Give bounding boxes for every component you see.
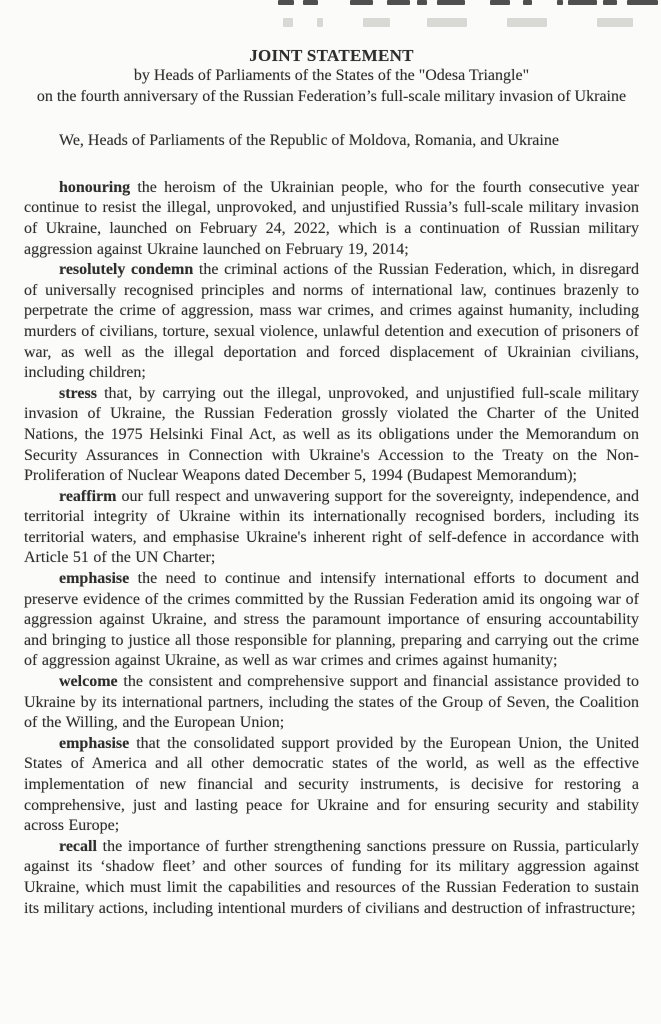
paragraph-lead-word: honouring (59, 178, 131, 196)
salutation-line: We, Heads of Parliaments of the Republic of Moldova, Romania, and Ukraine (59, 132, 559, 150)
paragraph-lead-word: welcome (59, 673, 118, 691)
statement-paragraph: resolutely condemn the criminal actions of the Russian Federation, which, in disregard of universally recognised principles and norms of international law, continues brazenly to perpetrate the crime of aggression, mass war crimes, and crimes against humanity, including murders of civilians, torture, sexual violence, unlawful detention and execution of prisoners of war, as well as the illegal deportation and forced displacement of Ukrainian civilians, including children; (24, 261, 639, 382)
statement-paragraphs (24, 178, 639, 919)
scan-artifact (568, 0, 597, 5)
scan-artifact (490, 0, 510, 5)
scan-artifact (417, 0, 427, 5)
scan-artifact (627, 0, 658, 5)
scan-artifact (427, 18, 467, 27)
document-subtitle-line-2: on the fourth anniversary of the Russian Federation’s full-scale military invasion of Ukraine (36, 87, 627, 105)
paragraph-lead-word: recall (59, 837, 97, 855)
paragraph-lead-word: emphasise (59, 570, 130, 588)
paragraph-lead-word: emphasise (59, 734, 130, 752)
document-subtitle-line-1: by Heads of Parliaments of the States of the "Odesa Triangle" (133, 67, 530, 84)
scan-artifact (363, 18, 390, 27)
paragraph-lead-word: stress (59, 384, 97, 402)
scan-artifact (523, 0, 532, 5)
scan-artifact (597, 18, 633, 27)
scan-artifact (507, 18, 547, 27)
scan-artifact (278, 0, 294, 5)
statement-paragraph: stress that, by carrying out the illegal, unprovoked, and unjustified full-scale military invasion of Ukraine, the Russian Federation grossly violated the Charter of the United Nations, the 1975 Helsinki Final Act, as well as its obligations under the Memorandum on Security Assurances in Connection with Ukraine's Accession to the Treaty on the Non-Proliferation of Nuclear Weapons dated December 5, 1994 (Budapest Memorandum); (24, 384, 639, 485)
statement-paragraph: reaffirm our full respect and unwavering support for the sovereignty, independence, and territorial integrity of Ukraine within its internationally recognised borders, including its territorial waters, and emphasise Ukraine's inherent right of self-defence in accordance with Article 51 of the UN Charter; (24, 487, 639, 567)
statement-paragraph: recall the importance of further strengthening sanctions pressure on Russia, particularly against its ‘shadow fleet’ and other sources of funding for its military aggression against Ukraine, which must limit the capabilities and resources of the Russian Federation to sustain its military actions, including intentional murders of civilians and destruction of infrastructure; (24, 837, 639, 917)
document-title: JOINT STATEMENT (249, 46, 414, 65)
scan-artifact (350, 0, 373, 5)
statement-paragraph: emphasise that the consolidated support provided by the European Union, the United States of America and all other democratic states of the world, as well as the effective implementation of new financial and security instruments, is decisive for restoring a comprehensive, just and lasting peace for Ukraine and for ensuring security and stability across Europe; (24, 734, 639, 835)
statement-paragraph: emphasise the need to continue and intensify international efforts to document and preserve evidence of the crimes committed by the Russian Federation amid its ongoing war of aggression against Ukraine, and stress the paramount importance of ensuring accountability and bringing to justice all those responsible for planning, preparing and carrying out the crime of aggression against Ukraine, as well as war crimes and crimes against humanity; (24, 570, 639, 670)
scan-artifact (437, 0, 465, 5)
scan-artifact (317, 18, 323, 27)
statement-paragraph: welcome the consistent and comprehensive support and financial assistance provided to Ukraine by its international partners, including the states of the Group of Seven, the Coalition of the Willing, and the European Union; (24, 673, 639, 732)
statement-paragraph: honouring the heroism of the Ukrainian people, who for the fourth consecutive year continue to resist the illegal, unprovoked, and unjustified Russia’s full-scale military invasion of Ukraine, launched on February 24, 2022, which is a continuation of Russian military aggression against Ukraine launched on February 19, 2014; (24, 178, 639, 258)
paragraph-lead-word: reaffirm (59, 487, 117, 505)
scan-artifact (387, 0, 410, 5)
scan-artifact (303, 0, 318, 5)
paragraph-lead-word: resolutely condemn (59, 261, 194, 279)
scan-artifact (603, 0, 617, 5)
scan-artifact-row (0, 0, 661, 32)
scan-artifact (283, 18, 293, 27)
scan-artifact (557, 0, 563, 5)
